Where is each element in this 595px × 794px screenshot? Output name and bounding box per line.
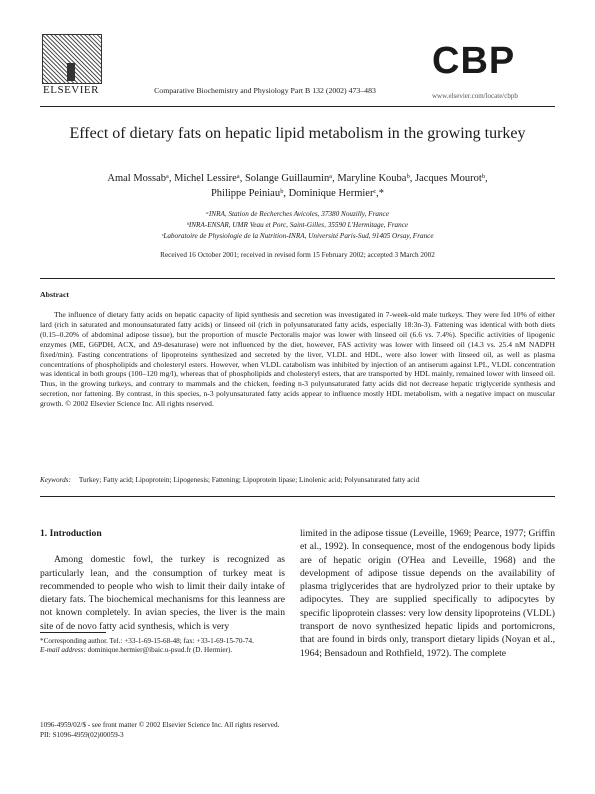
intro-paragraph-left: Among domestic fowl, the turkey is recognized as particularly lean, and the consumption of turkey meat is recommended to people who wish to limit their daily intake of dietary fats. The biochemical mechanisms for this leanness are not known completely. In avian species, the liver is the main site of de novo fatty acid synthesis, which is very	[40, 554, 285, 632]
journal-url[interactable]: www.elsevier.com/locate/cbpb	[432, 92, 518, 100]
email-line	[40, 646, 285, 655]
keywords	[40, 476, 555, 484]
email-address[interactable]: dominique.hermier@ibaic.u-psud.fr (D. Hermier).	[87, 646, 233, 655]
copyright-line: 1096-4959/02/$ - see front matter © 2002 Elsevier Science Inc. All rights reserved.	[40, 721, 280, 729]
abstract-top-divider	[40, 278, 555, 279]
affiliation-c: ᶜLaboratoire de Physiologie de la Nutrition-INRA, Université Paris-Sud, 91405 Orsay, France	[161, 232, 434, 240]
email-label: E-mail address:	[40, 646, 86, 655]
pii-line: PII: S1096-4959(02)00059-3	[40, 731, 124, 740]
affiliations	[40, 209, 555, 242]
footnote-divider	[40, 632, 106, 633]
publisher-name: ELSEVIER	[43, 84, 99, 96]
affiliation-a: ᵃINRA, Station de Recherches Avicoles, 37380 Nouzilly, France	[206, 210, 389, 218]
intro-paragraph-right: limited in the adipose tissue (Leveille, 1969; Pearce, 1977; Griffin et al., 1992). In consequence, most of the endogenous body lipids are of hepatic origin (O'Hea and Leveille, 1968) and the development of adipose tissue depends on the availability of plasma triglycerides that are hydrolyzed prior to their uptake by adipocytes. They are supplied specifically to adipocytes by specific lipoprotein classes: very low density lipoproteins (VLDL) transport de novo synthesized hepatic lipids and portomicrons, that are found in birds only, transport dietary lipids (Noyan et al., 1964; Bensadoun and Rothfield, 1972). The complete	[300, 528, 555, 659]
author-line-2: Philippe Peiniauᵇ, Dominique Hermierᶜ,*	[210, 188, 385, 199]
affiliation-b: ᵇINRA-ENSAR, UMR Veau et Porc, Saint-Gilles, 35590 L'Hermitage, France	[186, 221, 409, 229]
copyright-block	[40, 720, 555, 740]
author-list	[40, 171, 555, 201]
corresponding-author: *Corresponding author. Tel.: +33-1-69-15-68-48; fax: +33-1-69-15-70-74.	[40, 637, 254, 645]
right-column	[300, 527, 555, 660]
section-heading-introduction: 1. Introduction	[40, 528, 102, 539]
abstract-bottom-divider	[40, 496, 555, 497]
header-divider	[40, 106, 555, 107]
journal-logo: CBP	[432, 40, 516, 82]
author-line-1: Amal Mossabᵃ, Michel Lessireᵃ, Solange Guillauminᵃ, Maryline Koubaᵇ, Jacques Mourotᵇ,	[107, 173, 488, 184]
abstract-text: The influence of dietary fatty acids on hepatic capacity of lipid synthesis and secretion was investigated in 7-week-old male turkeys. They were fed 10% of either lard (rich in saturated and monounsaturated fatty acids) or linseed oil (rich in polyunsaturated fatty acids, especially 18:3n-3). Fattening was identical with both diets (0.15–0.20% of abdominal adipose tissue), but the proportion of muscle Pectoralis major was lower with linseed oil (6.6 vs. 7.4%). Specific activities of lipogenic enzymes (ME, G6PDH, ACX, and Δ9-desaturase) were not influenced by the diet, however, FAS activity was lower with linseed oil (14.3 vs. 25.4 nM NADPH fixed/min). Fasting concentrations of lipoproteins synthesized and secreted by the liver, VLDL and HDL, were also lower with linseed oil, as well as plasma concentrations of phospholipids and cholesteryl esters. However, when VLDL catabolism was inhibited by injection of an antiserum against LPL, VLDL concentration was identical in both groups (100–120 mg/l), whereas that of phospholipids and cholesteryl esters, that are transported by HDL mainly, remained lower with linseed oil. Thus, in the growing turkeys, and contrary to mammals and the chicken, feeding n-3 polyunsaturated fatty acids did not decrease hepatic triglyceride synthesis and secretion, nor fattening. By contrast, in this species, n-3 polyunsaturated fatty acids appear to influence mostly HDL metabolism, with a negative impact on muscular growth. © 2002 Elsevier Science Inc. All rights reserved.	[40, 310, 555, 409]
abstract-heading: Abstract	[40, 290, 70, 299]
journal-citation: Comparative Biochemistry and Physiology Part B 132 (2002) 473–483	[154, 86, 376, 95]
left-column	[40, 527, 285, 633]
elsevier-tree-icon	[42, 34, 102, 84]
received-dates: Received 16 October 2001; received in revised form 15 February 2002; accepted 3 March 2002	[160, 251, 435, 259]
keywords-text: Turkey; Fatty acid; Lipoprotein; Lipogenesis; Fattening; Lipoprotein lipase; Linolenic acid; Polyunsaturated fatty acid	[78, 476, 420, 484]
footnote	[40, 637, 285, 655]
keywords-label: Keywords:	[40, 476, 71, 484]
article-title: Effect of dietary fats on hepatic lipid metabolism in the growing turkey	[69, 125, 526, 142]
